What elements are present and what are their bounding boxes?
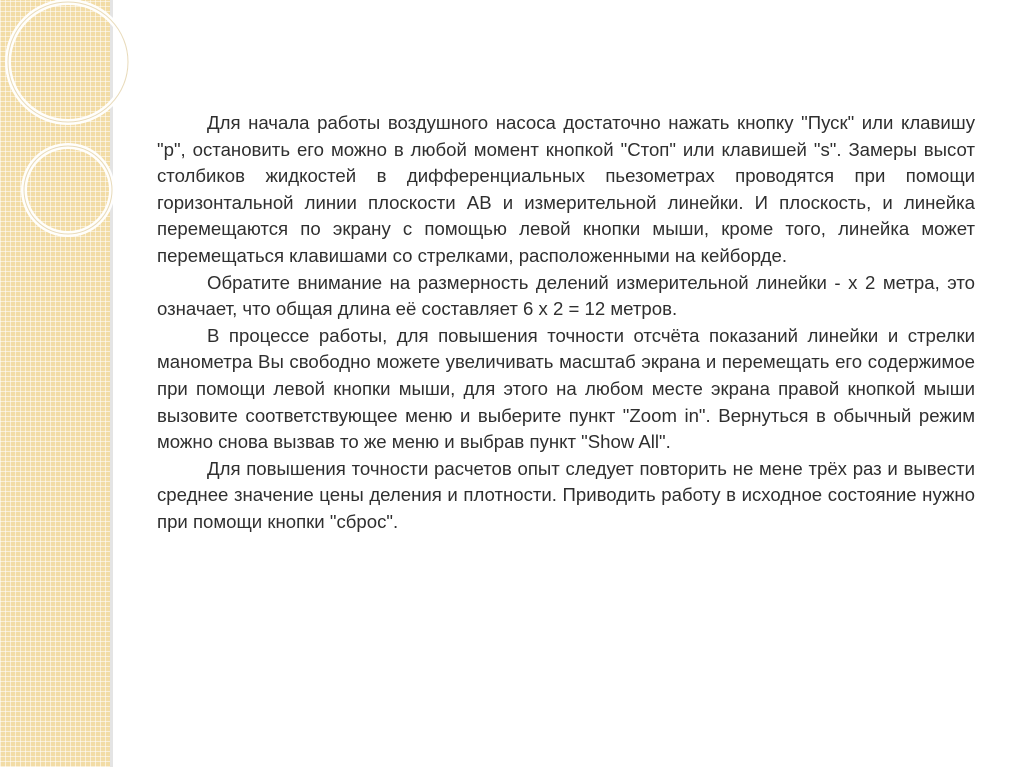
paragraph-zoom: В процессе работы, для повышения точности отсчёта показаний линейки и стрелки манометра Вы свободно можете увеличивать масштаб экрана и перемещать его содержимое при помощи левой кнопки мыши, для этого на любом месте экрана правой кнопкой мыши вызовите соответствующее меню и выберите пункт "Zoom in". Вернуться в обычный режим можно снова вызвав то же меню и выбрав пункт "Show All". bbox=[157, 324, 975, 453]
paragraph-ruler-scale: Обратите внимание на размерность делений измерительной линейки - х 2 метра, это означает, что общая длина её составляет 6 х 2 = 12 метров. bbox=[157, 271, 975, 320]
upper-ring bbox=[8, 2, 128, 122]
instruction-text bbox=[157, 110, 975, 536]
paragraph-repeat-experiment: Для повышения точности расчетов опыт следует повторить не мене трёх раз и вывести среднее значение цены деления и плотности. Приводить работу в исходное состояние нужно при помощи кнопки "сброс". bbox=[157, 457, 975, 532]
lower-ring-shadow bbox=[24, 146, 112, 234]
decorative-rings-icon bbox=[0, 0, 130, 260]
paragraph-start-pump: Для начала работы воздушного насоса достаточно нажать кнопку "Пуск" или клавишу "р", остановить его можно в любой момент кнопкой "Стоп" или клавишей "s". Замеры высот столбиков жидкостей в дифференциальных пьезометрах проводятся при помощи горизонтальной линии плоскости АВ и измерительной линейки. И плоскость, и линейка перемещаются по экрану с помощью левой кнопки мыши, кроме того, линейка может перемещаться клавишами со стрелками, расположенными на кейборде. bbox=[157, 112, 975, 266]
